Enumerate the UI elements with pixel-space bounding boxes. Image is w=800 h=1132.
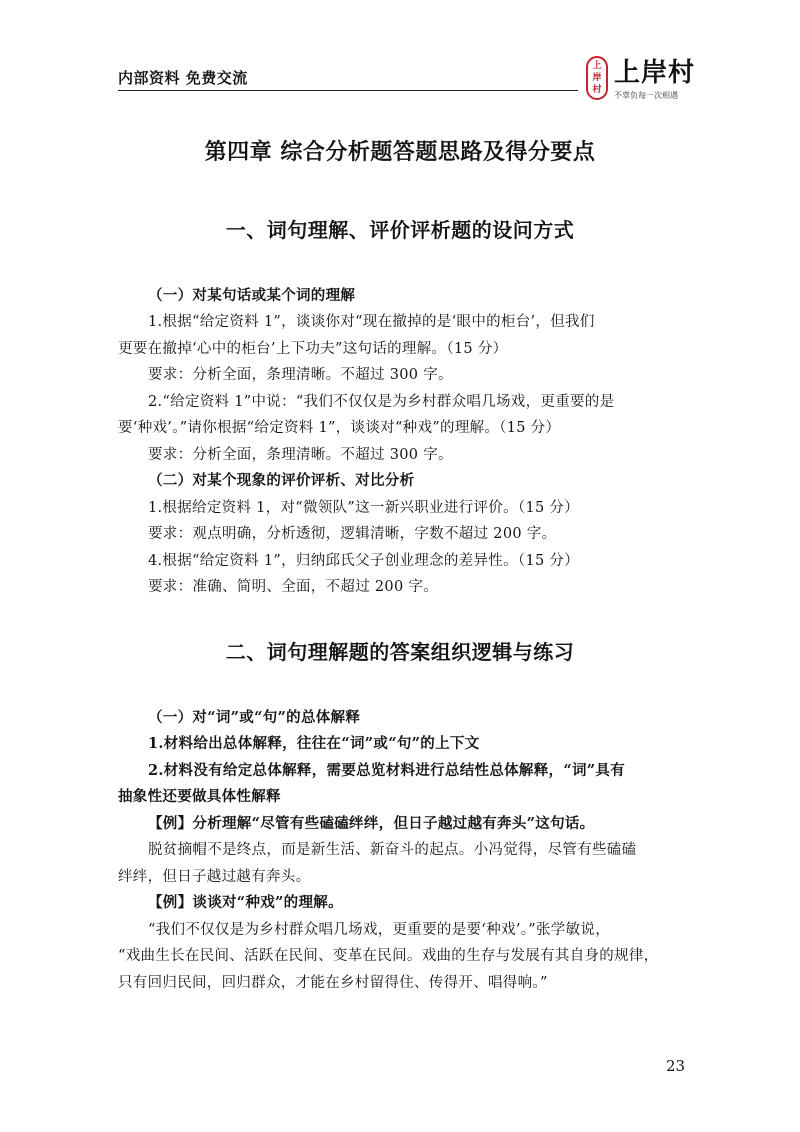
- requirement-line: 要求：分析全面，条理清晰。不超过 300 字。: [148, 447, 453, 463]
- example-text: “我们不仅仅是为乡村群众唱几场戏，更重要的是要‘种戏’。”张学敏说，: [148, 922, 610, 938]
- header-rule: [118, 90, 578, 91]
- subheading: （一）对某句话或某个词的理解: [148, 287, 356, 304]
- logo-seal: [586, 56, 608, 100]
- logo-seal-char: 村: [592, 85, 602, 95]
- question-line: 4.根据“给定资料 1”，归纳邱氏父子创业理念的差异性。（15 分）: [148, 553, 580, 569]
- question-line: 要‘种戏’。”请你根据“给定资料 1”，谈谈对“种戏”的理解。（15 分）: [118, 420, 561, 436]
- subheading: （二）对某个现象的评价评析、对比分析: [148, 472, 415, 489]
- question-line: 1.根据“给定资料 1”，谈谈你对“现在撤掉的是‘眼中的柜台’，但我们: [148, 314, 595, 330]
- example-text: 只有回归民间，回归群众，才能在乡村留得住、传得开、唱得响。”: [118, 975, 548, 991]
- header-left-text: 内部资料 免费交流: [118, 69, 248, 87]
- subheading: （一）对“词”或“句”的总体解释: [148, 709, 361, 726]
- point-line: 2.材料没有给定总体解释，需要总览材料进行总结性总体解释，“词”具有: [148, 762, 626, 779]
- example-text: 绊绊，但日子越过越有奔头。: [118, 869, 311, 885]
- section-title: 二、词句理解题的答案组织逻辑与练习: [225, 640, 575, 664]
- chapter-title: 第四章 综合分析题答题思路及得分要点: [204, 139, 596, 165]
- section-title: 一、词句理解、评价评析题的设问方式: [225, 218, 575, 242]
- logo-slogan: 不辜负每一次相遇: [614, 91, 678, 100]
- question-line: 2.“给定资料 1”中说：“我们不仅仅是为乡村群众唱几场戏，更重要的是: [148, 394, 615, 410]
- logo-seal-char: 上: [592, 61, 602, 71]
- requirement-line: 要求：准确、简明、全面，不超过 200 字。: [148, 579, 438, 595]
- question-line: 1.根据给定资料 1，对“微领队”这一新兴职业进行评价。（15 分）: [148, 500, 580, 516]
- requirement-line: 要求：分析全面，条理清晰。不超过 300 字。: [148, 367, 453, 383]
- point-line: 抽象性还要做具体性解释: [118, 788, 281, 805]
- example-text: “戏曲生长在民间、活跃在民间、变革在民间。戏曲的生存与发展有其自身的规律，: [118, 948, 659, 964]
- example-text: 脱贫摘帽不是终点，而是新生活、新奋斗的起点。小冯觉得，尽管有些磕磕: [148, 842, 637, 858]
- page-number: 23: [666, 1057, 686, 1075]
- question-line: 更要在撤掉‘心中的柜台’上下功夫”这句话的理解。（15 分）: [118, 341, 508, 357]
- example-heading: 【例】分析理解“尽管有些磕磕绊绊，但日子越过越有奔头”这句话。: [148, 815, 595, 832]
- example-heading: 【例】谈谈对“种戏”的理解。: [148, 894, 343, 911]
- brand-logo: [586, 56, 696, 108]
- point-line: 1.材料给出总体解释，往往在“词”或“句”的上下文: [148, 735, 480, 752]
- requirement-line: 要求：观点明确，分析透彻，逻辑清晰，字数不超过 200 字。: [148, 526, 557, 542]
- logo-name: 上岸村: [614, 58, 696, 88]
- logo-seal-char: 岸: [592, 73, 602, 83]
